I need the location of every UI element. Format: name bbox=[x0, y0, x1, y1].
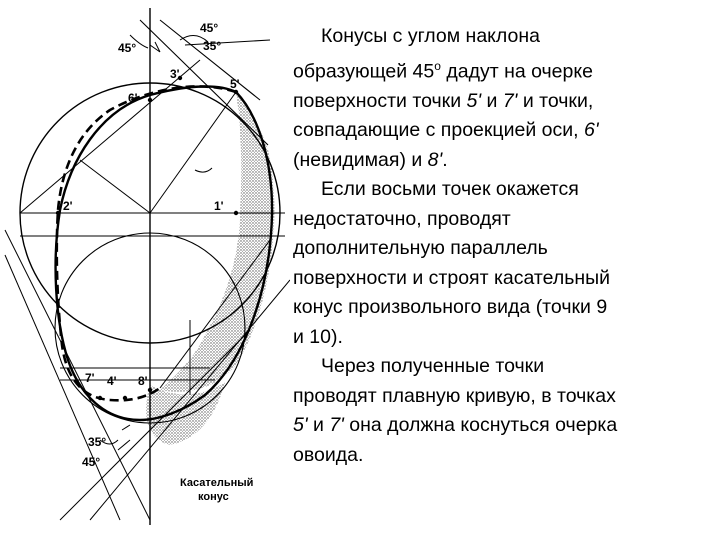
text-line: Если восьми точек окажется bbox=[321, 178, 579, 200]
label-point-2: 2' bbox=[63, 199, 73, 213]
point-8-mark bbox=[148, 388, 152, 392]
point-1-mark bbox=[234, 211, 238, 215]
point-6-mark bbox=[148, 98, 152, 102]
label-point-1: 1' bbox=[214, 199, 224, 213]
point-7-mark bbox=[98, 396, 102, 400]
text-line: проводят плавную кривую, в точках bbox=[293, 384, 616, 407]
explanation-text bbox=[293, 22, 713, 470]
upper-shadow-region bbox=[160, 92, 274, 392]
diagonal-line-3 bbox=[80, 160, 150, 213]
label-point-5: 5' bbox=[230, 77, 240, 91]
text-line: 5' и 7' она должна коснуться очерка bbox=[293, 414, 618, 436]
top-chord bbox=[185, 40, 270, 45]
point-4-mark bbox=[123, 396, 127, 400]
label-point-4: 4' bbox=[107, 374, 117, 388]
label-tangent-cone-line1: Касательный bbox=[180, 477, 254, 489]
text-line: Через полученные точки bbox=[321, 355, 545, 377]
diagonal-line-5 bbox=[5, 255, 120, 520]
diagonal-line-4 bbox=[5, 230, 150, 520]
arrow-top bbox=[150, 42, 160, 52]
label-angle-45-left: 45° bbox=[118, 41, 137, 55]
ovoid-construction-diagram bbox=[0, 0, 290, 540]
label-tangent-cone-line2: конус bbox=[198, 491, 229, 503]
text-line: овоида. bbox=[293, 443, 364, 466]
text-line: образующей $45^о$ дадут на очерке bbox=[293, 58, 593, 82]
label-angle-35-bottom: 35° bbox=[88, 435, 107, 449]
lower-shadow-region bbox=[146, 382, 225, 445]
point-2-mark bbox=[56, 211, 60, 215]
text-line: недостаточно, проводят bbox=[293, 207, 511, 230]
text-line: поверхности точки 5' и 7' и точки, bbox=[293, 89, 594, 112]
text-line: Конусы с углом наклона bbox=[321, 25, 540, 47]
diagonal-line-2 bbox=[20, 60, 200, 213]
text-line: дополнительную параллель bbox=[293, 237, 548, 259]
label-point-3: 3' bbox=[170, 67, 180, 81]
text-line: (невидимая) и 8'. bbox=[293, 148, 448, 171]
angle-arc-middle bbox=[195, 168, 212, 172]
label-point-7: 7' bbox=[85, 371, 95, 385]
text-line: поверхности и строят касательный bbox=[293, 266, 611, 289]
arrow-bottom-1 bbox=[122, 425, 130, 430]
text-line: конус произвольного вида (точки 9 bbox=[293, 296, 608, 318]
text-line: совпадающие с проекцией оси, 6' bbox=[293, 119, 599, 141]
label-angle-35-top: 35° bbox=[203, 39, 222, 53]
label-point-6: 6' bbox=[128, 91, 138, 105]
label-point-8: 8' bbox=[138, 374, 148, 388]
arrow-bottom-2 bbox=[118, 440, 130, 450]
label-angle-45-bottom: 45° bbox=[82, 455, 101, 469]
text-line: и 10). bbox=[293, 325, 343, 348]
label-angle-45-top: 45° bbox=[200, 21, 219, 35]
diagonal-line-1 bbox=[150, 92, 236, 213]
